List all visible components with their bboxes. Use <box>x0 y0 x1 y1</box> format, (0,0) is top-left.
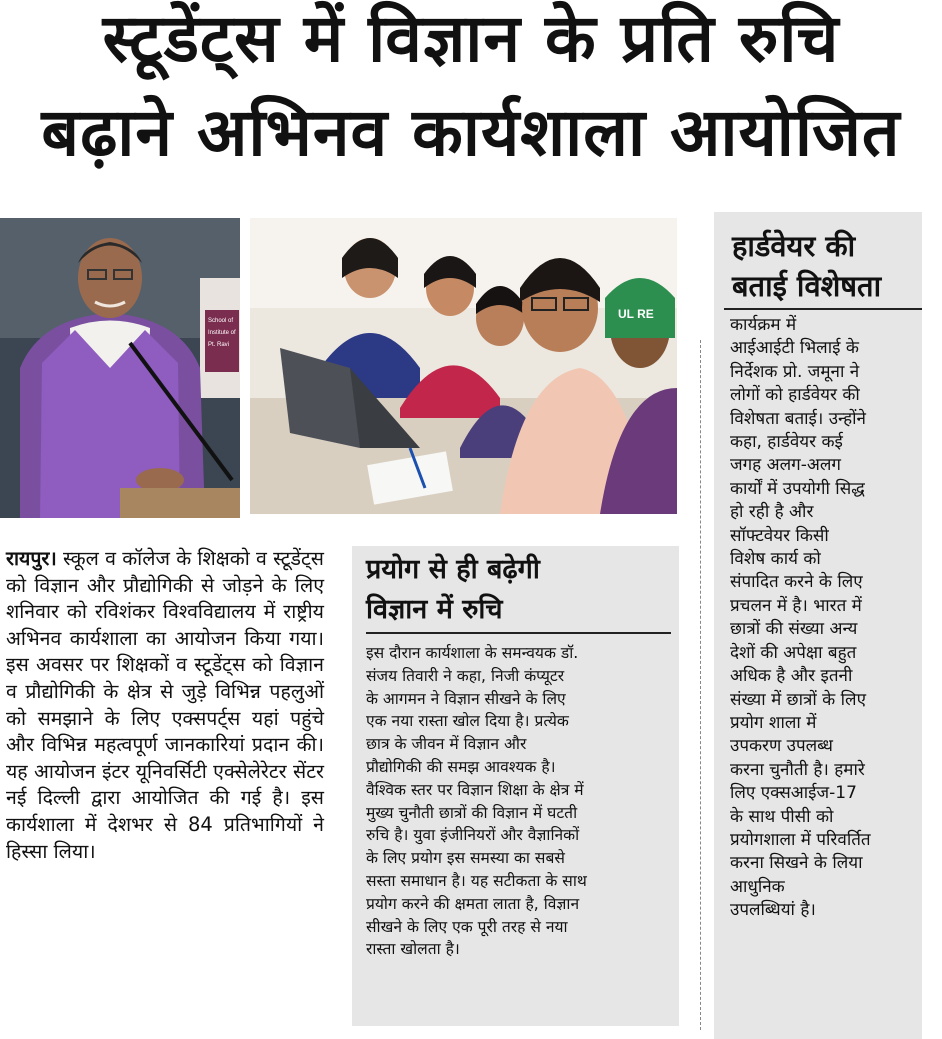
banner-text-2: Institute of <box>208 330 236 336</box>
column-divider <box>700 340 702 1030</box>
subarticle-heading-line-2: विज्ञान में रुचि <box>366 594 503 625</box>
sidebar-heading <box>732 226 881 306</box>
sidebar-story <box>714 212 922 1039</box>
sidebar-heading-line-1: हार्डवेयर की <box>732 229 856 263</box>
dateline: रायपुर। <box>6 547 57 570</box>
sidebar-heading-rule <box>724 308 922 310</box>
main-article <box>6 546 324 865</box>
subarticle-box <box>352 546 679 1026</box>
sidebar-body: कार्यक्रम में आईआईटी भिलाई के निर्देशक प्रो. जमूना ने लोगों को हार्डवेयर की विशेषता बताई। उन्होंने कहा, हार्डवेयर कई जगह अलग-अलग कार्यों में उपयोगी सिद्ध हो रही है और सॉफ्टवेयर किसी विशेष कार्य को संपादित करने के लिए प्रचलन में है। भारत में छात्रों की संख्या अन्य देशों की अपेक्षा बहुत अधिक है और इतनी संख्या में छात्रों के लिए प्रयोग शाला में उपकरण उपलब्ध करना चुनौती है। हमारे लिए एक्सआईज-17 के साथ पीसी को प्रयोगशाला में परिवर्तित करना सिखने के लिया आधुनिक उपलब्धियां है। <box>730 315 871 921</box>
headline-line-2: बढ़ाने अभिनव कार्यशाला आयोजित <box>41 94 901 171</box>
banner-text-3: Pt. Ravi <box>208 342 230 348</box>
subarticle-heading-line-1: प्रयोग से ही बढ़ेगी <box>366 554 540 585</box>
subarticle-heading-rule <box>366 632 671 634</box>
subarticle-body: इस दौरान कार्यशाला के समन्वयक डॉ. संजय तिवारी ने कहा, निजी कंप्यूटर के आगमन ने विज्ञान सीखने के लिए एक नया रास्ता खोल दिया है। प्रत्येक छात्र के जीवन में विज्ञान और प्रौद्योगिकी की समझ आवश्यक है। वैश्विक स्तर पर विज्ञान शिक्षा के क्षेत्र में मुख्य चुनौती छात्रों की विज्ञान में घटती रुचि है। युवा इंजीनियरों और वैज्ञानिकों के लिए प्रयोग इस समस्या का सबसे सस्ता समाधान है। यह सटीकता के साथ प्रयोग करने की क्षमता लाता है, विज्ञान सीखने के लिए एक पूरी तरह से नया रास्ता खोलता है। <box>366 644 587 959</box>
headline <box>0 0 942 192</box>
sidebar-heading-line-2: बताई विशेषता <box>732 269 882 303</box>
headline-line-1: स्टूडेंट्स में विज्ञान के प्रति रुचि <box>102 0 840 77</box>
cap-text: UL RE <box>618 307 654 321</box>
subarticle-heading <box>366 550 540 630</box>
banner-text-1: School of <box>208 318 234 324</box>
article-body: स्कूल व कॉलेज के शिक्षको व स्टूडेंट्स को विज्ञान और प्रौद्योगिकी से जोड़ने के लिए शनिवार को रविशंकर विश्वविद्यालय में राष्ट्रीय अभिनव कार्यशाला का आयोजन किया गया। इस अवसर पर शिक्षकों व स्टूडेंट्स को विज्ञान व प्रौद्योगिकी के क्षेत्र से जुड़े विभिन्न पहलुओं को समझाने के लिए एक्सपर्ट्स यहां पहुंचे और विभिन्न महत्वपूर्ण जानकारियां प्रदान की। यह आयोजन इंटर यूनिवर्सिटी एक्सेलेरेटर सेंटर नई दिल्ली द्वारा आयोजित की गई है। इस कार्यशाला में देशभर से 84 प्रतिभागियों ने हिस्सा लिया। <box>6 547 324 863</box>
students-photo <box>250 218 677 514</box>
speaker-photo <box>0 218 240 518</box>
